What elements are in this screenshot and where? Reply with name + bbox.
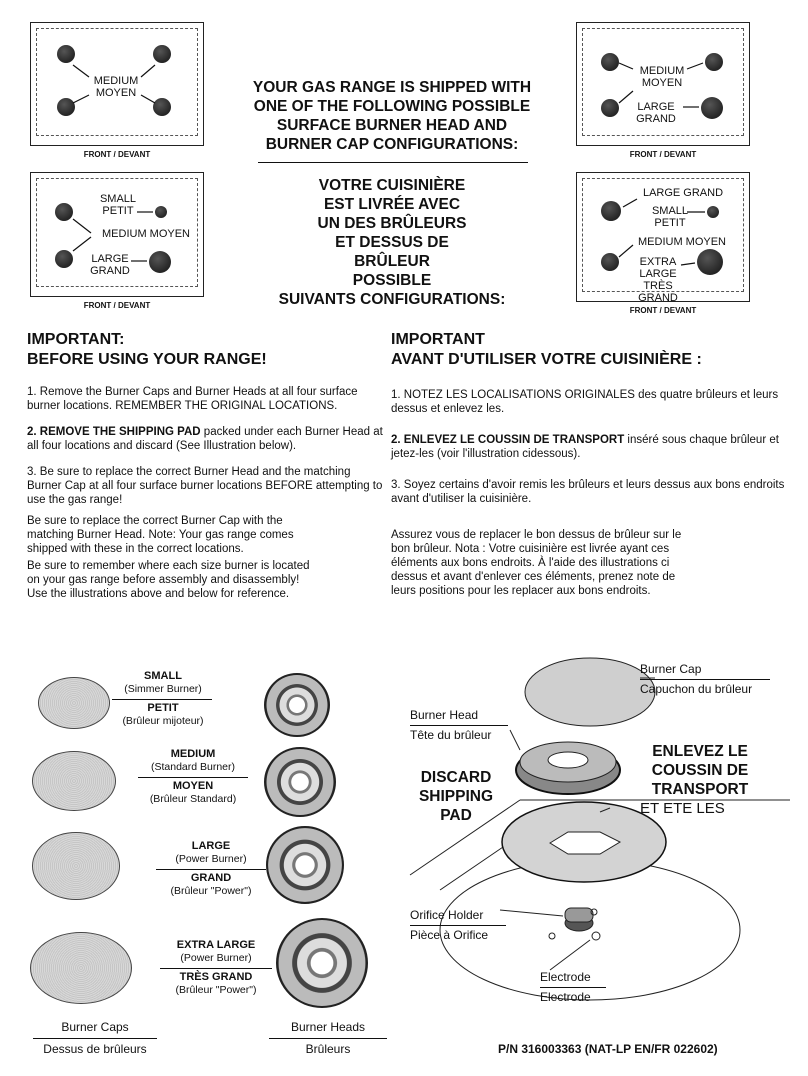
burner-head-small — [264, 673, 330, 737]
headline-en: YOUR GAS RANGE IS SHIPPED WITH ONE OF THE FOLLOWING POSSIBLE SURFACE BURNER HEAD AND BURNER CAP CONFIGURATIONS: — [252, 79, 532, 153]
label-discard-pad: DISCARD SHIPPING PAD — [418, 769, 494, 824]
panel-label: LARGE GRAND — [90, 253, 130, 277]
panel-label: MEDIUM MOYEN — [93, 75, 139, 99]
config-panel-4 — [576, 172, 750, 315]
label-enlevez: ENLEVEZ LE COUSSIN DE TRANSPORT — [651, 743, 749, 798]
size-medium: MEDIUM (Standard Burner) MOYEN (Brûleur Standard) — [138, 748, 248, 806]
config-panel-3 — [576, 22, 750, 159]
burner-head-extra-large — [276, 918, 368, 1008]
note-1: Be sure to replace the correct Burner Cap with the matching Burner Head. Note: Your gas range comes shipped with these in the correct locations. — [27, 515, 294, 555]
burner-head-large — [266, 826, 344, 904]
instruction-1: 1. NOTEZ LES LOCALISATIONS ORIGINALES des quatre brûleurs et leurs dessus et enlevez les. — [391, 389, 779, 415]
size-large: LARGE (Power Burner) GRAND (Brûleur "Power") — [156, 840, 266, 898]
instruction-2: 2. ENLEVEZ LE COUSSIN DE TRANSPORT inséré sous chaque brûleur et jetez-les (voir l'illustration cidessous). — [391, 434, 779, 460]
important-fr — [391, 330, 789, 598]
front-label: FRONT / DEVANT — [83, 301, 151, 310]
label-burner-head: Burner Head Tête du brûleur — [410, 708, 508, 743]
caption-burner-caps: Burner Caps Dessus de brûleurs — [30, 1020, 160, 1057]
size-small: SMALL (Simmer Burner) PETIT (Brûleur mijoteur) — [110, 670, 216, 728]
panel-label: MEDIUM MOYEN — [102, 228, 190, 240]
front-label: FRONT / DEVANT — [629, 150, 697, 159]
size-extra-large: EXTRA LARGE (Power Burner) TRÈS GRAND (Brûleur "Power") — [160, 939, 272, 997]
panel-label: SMALL PETIT — [651, 205, 689, 229]
divider — [258, 162, 528, 163]
label-electrode: Electrode Electrode — [540, 970, 606, 1005]
panel-label: SMALL PETIT — [99, 193, 137, 217]
burner-cap-large — [32, 832, 120, 900]
headline-fr: VOTRE CUISINIÈRE EST LIVRÉE AVEC UN DES BRÛLEURS ET DESSUS DE BRÛLEUR POSSIBLE SUIVANTS CONFIGURATIONS: — [278, 177, 506, 308]
panel-label: MEDIUM MOYEN — [639, 65, 685, 89]
burner-cap-small — [38, 677, 110, 729]
panel-label: EXTRA LARGE TRÈS GRAND — [638, 256, 678, 304]
label-et-ete-les: ET ETE LES — [640, 800, 725, 817]
label-orifice-holder: Orifice Holder Pièce à Orifice — [410, 908, 506, 943]
part-number: P/N 316003363 (NAT-LP EN/FR 022602) — [498, 1042, 718, 1056]
label-burner-cap: Burner Cap Capuchon du brûleur — [640, 662, 770, 697]
caption-burner-heads: Burner Heads Brûleurs — [266, 1020, 390, 1057]
panel-label: LARGE GRAND — [642, 187, 724, 199]
important-title: IMPORTANT — [391, 331, 485, 348]
config-panel-2 — [30, 172, 204, 310]
front-label: FRONT / DEVANT — [629, 306, 697, 315]
burner-cap-medium — [32, 751, 116, 811]
instruction-3: 3. Soyez certains d'avoir remis les brûleurs et leurs dessus aux bons endroits avant d'utiliser la cuisinière. — [391, 479, 785, 505]
instruction-1: 1. Remove the Burner Caps and Burner Heads at all four surface burner locations. REMEMBER THE ORIGINAL LOCATIONS. — [27, 386, 358, 412]
panel-label: LARGE GRAND — [636, 101, 676, 125]
burner-head-medium — [264, 747, 336, 817]
note-2: Be sure to remember where each size burner is located on your gas range before assembly and disassembly! Use the illustrations above and below for reference. — [27, 560, 310, 600]
instruction-2: 2. REMOVE THE SHIPPING PAD packed under each Burner Head at all four locations and discard (See Illustration below). — [27, 426, 383, 452]
config-panel-1 — [30, 22, 204, 159]
important-title: IMPORTANT: — [27, 331, 125, 348]
note-1: Assurez vous de replacer le bon dessus de brûleur sur le bon brûleur. Nota : Votre cuisinière est livrée ayant ces éléments aux bons endroits. À l'aide des illustrations ci dessus et avant d'enlever ces éléments, prenez note de leurs positions pour les replacer aux bons endroits. — [391, 529, 682, 597]
important-subtitle: BEFORE USING YOUR RANGE! — [27, 351, 267, 368]
burner-cap-extra-large — [30, 932, 132, 1004]
panel-label: MEDIUM MOYEN — [638, 236, 726, 248]
front-label: FRONT / DEVANT — [83, 150, 151, 159]
important-subtitle: AVANT D'UTILISER VOTRE CUISINIÈRE : — [391, 351, 702, 368]
important-en — [27, 330, 383, 601]
instruction-3: 3. Be sure to replace the correct Burner Head and the matching Burner Cap at all four surface burner locations BEFORE attempting to use the gas range! — [27, 466, 383, 506]
